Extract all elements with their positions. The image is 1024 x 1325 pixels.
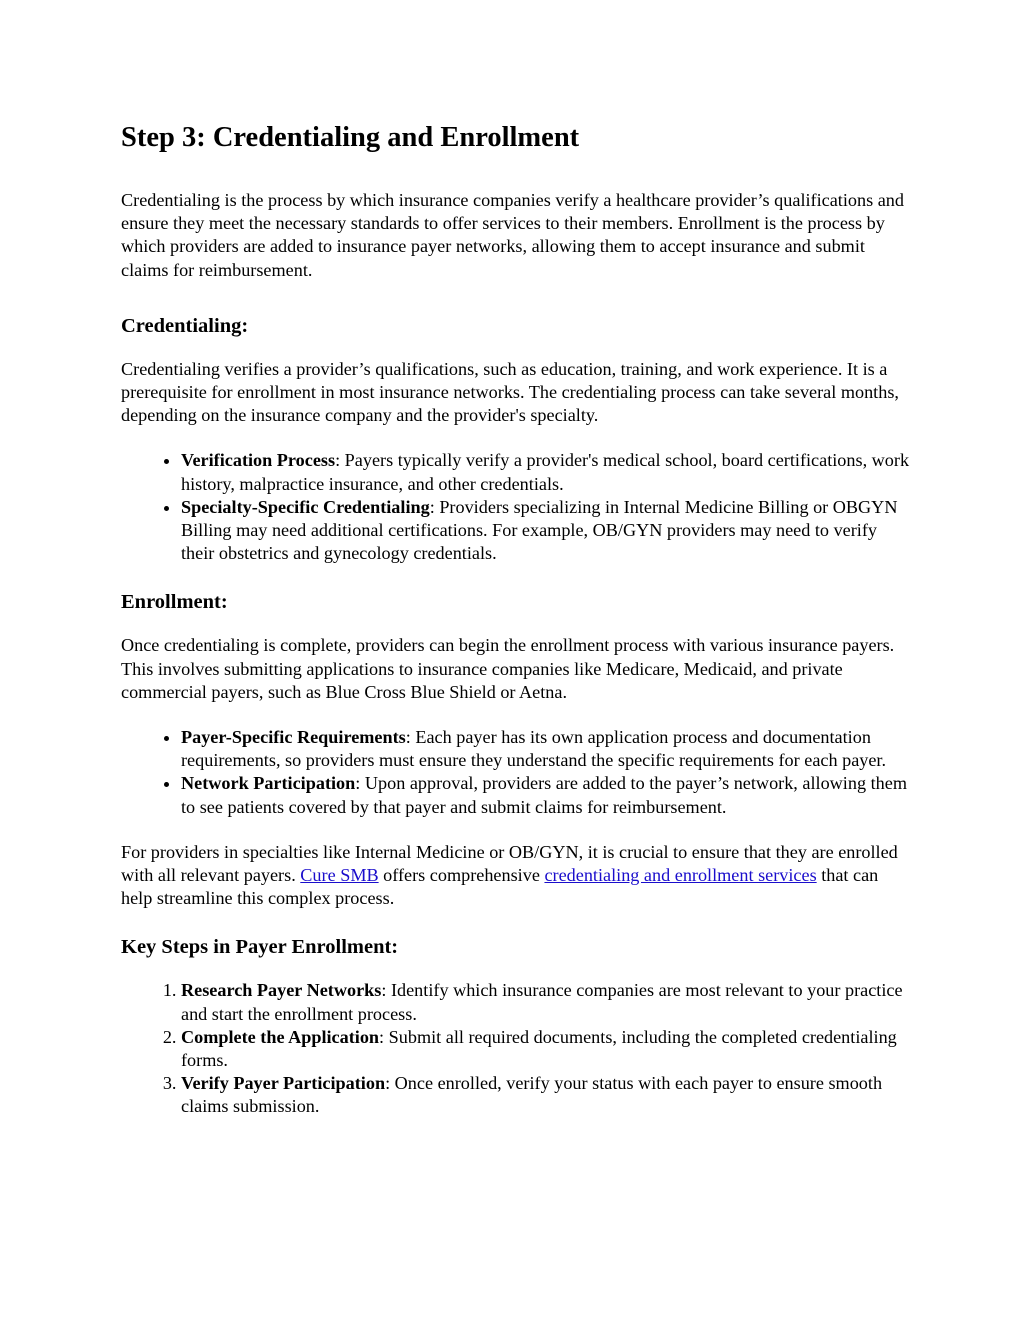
list-item: [181, 979, 911, 1025]
list-item: [181, 496, 911, 566]
key-steps-heading: Key Steps in Payer Enrollment:: [121, 936, 399, 959]
list-item-text: : Upon approval, providers are added to the payer’s network, allowing them to see patients covered by that payer and submit claims for reimbursement.: [181, 773, 907, 817]
list-item: [181, 726, 911, 772]
credentialing-heading: Credentialing:: [121, 314, 249, 337]
list-item: [181, 772, 911, 818]
list-item-text: : Payers typically verify a provider's medical school, board certifications, work history, malpractice insurance, and other credentials.: [181, 450, 910, 494]
list-item-text: : Submit all required documents, including the completed credentialing forms.: [181, 1026, 897, 1071]
list-item-term: Network Participation: [181, 773, 356, 794]
list-item-term: Verify Payer Participation: [181, 1073, 386, 1094]
credentialing-list: [121, 449, 911, 565]
enrollment-heading: Enrollment:: [121, 591, 228, 614]
key-steps-list: [121, 979, 911, 1118]
list-item-term: Verification Process: [181, 450, 336, 471]
intro-paragraph: Credentialing is the process by which insurance companies verify a healthcare provider’s qualifications and ensure they meet the necessary standards to offer services to their members. Enrollment is the process by which providers are added to insurance payer networks, allowing them to accept insurance and submit claims for reimbursement.: [121, 190, 904, 280]
cure-smb-link[interactable]: Cure SMB: [300, 865, 379, 886]
list-item-text: : Identify which insurance companies are most relevant to your practice and start the enrollment process.: [181, 980, 903, 1024]
enrollment-closing-paragraph: [121, 841, 911, 911]
closing-text-end: that can help streamline this complex process.: [121, 865, 879, 909]
enrollment-list: [121, 726, 911, 819]
list-item: [181, 449, 911, 495]
list-item-text: : Once enrolled, verify your status with each payer to ensure smooth claims submission.: [181, 1073, 883, 1117]
credentialing-paragraph: Credentialing verifies a provider’s qualifications, such as education, training, and work experience. It is a prerequisite for enrollment in most insurance networks. The credentialing process can take several months, depending on the insurance company and the provider's specialty.: [121, 358, 899, 426]
list-item-term: Specialty-Specific Credentialing: [181, 496, 430, 517]
closing-text-middle: offers comprehensive: [378, 865, 545, 886]
enrollment-paragraph: Once credentialing is complete, providers can begin the enrollment process with various insurance payers. This involves submitting applications to insurance companies like Medicare, Medicaid, and private commercial payers, such as Blue Cross Blue Shield or Aetna.: [121, 635, 895, 702]
credentialing-services-link[interactable]: credentialing and enrollment services: [544, 865, 817, 886]
document-page: [121, 112, 911, 1141]
closing-text-start: For providers in specialties like Internal Medicine or OB/GYN, it is crucial to ensure that they are enrolled with all relevant payers.: [121, 841, 898, 886]
list-item: [181, 1072, 911, 1118]
list-item-text: : Providers specializing in Internal Medicine Billing or OBGYN Billing may need additional certifications. For example, OB/GYN providers may need to verify their obstetrics and gynecology credentials.: [181, 496, 898, 564]
list-item: [181, 1026, 911, 1072]
list-item-term: Research Payer Networks: [181, 980, 382, 1001]
list-item-term: Payer-Specific Requirements: [181, 727, 406, 748]
list-item-term: Complete the Application: [181, 1026, 380, 1047]
page-title: Step 3: Credentialing and Enrollment: [121, 122, 580, 153]
list-item-text: : Each payer has its own application process and documentation requirements, so providers must ensure they understand the specific requirements for each payer.: [181, 727, 887, 771]
